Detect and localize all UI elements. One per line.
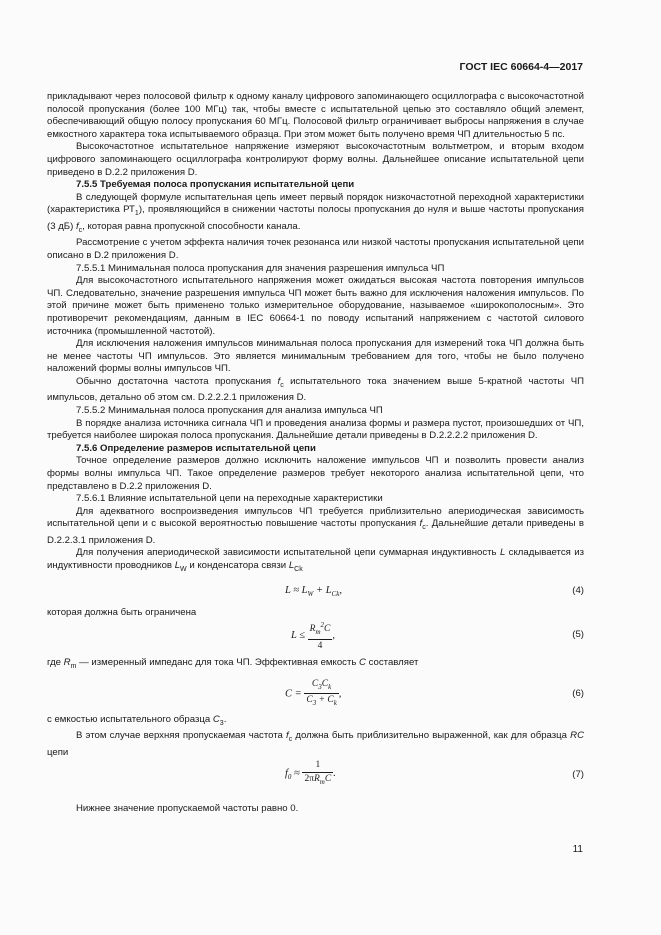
paragraph: Для получения апериодической зависимости испытательной цепи суммарная индуктивность L складывается из индуктивности проводников $L_W$ и конденсатора связи $L_{Ck}$ xyxy=(47,547,584,573)
paragraph: Для исключения наложения импульсов минимальная полоса пропускания для измерений тока ЧП должна быть не менее частоты ЧП импульсов. Это является минимальным требованием для того, чтобы не было получено наложений формы волны импульсов ЧП. xyxy=(47,338,584,375)
paragraph: В этом случае верхняя пропускаемая частота $f_c$ должна быть приблизительно выраженной, как для образца RC цепи xyxy=(47,730,584,758)
paragraph: Высокочастотное испытательное напряжение измеряют высокочастотным вольтметром, и вторым входом цифрового запоминающего осциллографа контролируют форму волны. Дальнейшее описание испытательной цепи приведено в D.2.2 приложения D. xyxy=(47,141,584,178)
subsection-heading-7-5-5-2: 7.5.5.2 Минимальная полоса пропускания для анализа импульса ЧП xyxy=(76,404,383,416)
section-heading-7-5-6: 7.5.6 Определение размеров испытательной цепи xyxy=(76,442,316,454)
paragraph: Обычно достаточна частота пропускания $f_c$ испытательного тока значением выше 5-кратной частоты ЧП импульсов, детально об этом см. D.2.2.2.1 приложения D. xyxy=(47,375,585,404)
equation-6: C = $\frac{C_3C_k}{C_3 + C_k}$ , (6) xyxy=(285,678,584,707)
paragraph: Для адекватного воспроизведения импульсов ЧП требуется приблизительно апериодическая зависимость испытательной цепи и с высокой вероятностью повышение частоты пропускания $f_c$. Дальнейшие детали приведены в D.2.2.3.1 приложения D. xyxy=(47,505,584,546)
section-heading-7-5-5: 7.5.5 Требуемая полоса пропускания испытательной цепи xyxy=(76,179,355,191)
equation-4: $L \approx L_W + L_{Ck}$, (4) xyxy=(285,584,584,598)
document-body xyxy=(47,91,584,816)
paragraph: прикладывают через полосовой фильтр к одному каналу цифрового запоминающего осциллографа с высокочастотной полосой пропускания (более 100 МГц) так, чтобы вместе с испытательной цепью это составляло общий элемент, обеспечивающий общую полосу пропускания 60 МГц. Полосовой фильтр ограничивает выбросы напряжения в случае емкостного характера тока испытываемого образца. При этом может быть получено время ЧП длительностью 5 пс. xyxy=(47,91,584,140)
paragraph: В порядке анализа источника сигнала ЧП и проведения анализа формы и размера пустот, произошедших от ЧП, требуется наиболее широкая полоса пропускания. Дальнейшие детали приведены в D.2.2.2.2 приложения D. xyxy=(47,417,584,442)
paragraph: В следующей формуле испытательная цепь имеет первый порядок низкочастотной переходной характеристики (характеристика $РТ_1$), проявляющийся в снижении частоты полосы пропускания до нуля и выше частоты пропускания (3 дБ) $f_c$, которая равна пропускной способности канала. xyxy=(47,191,584,234)
subsection-heading-7-5-5-1: 7.5.5.1 Минимальная полоса пропускания для значения разрешения импульса ЧП xyxy=(76,262,445,274)
subsection-heading-7-5-6-1: 7.5.6.1 Влияние испытательной цепи на переходные характеристики xyxy=(76,493,383,505)
equation-5: L ≤ $\frac{R_m^2C}{4}$ , (5) xyxy=(291,621,584,651)
paragraph: где $R_m$ — измеренный импеданс для тока ЧП. Эффективная емкость C составляет xyxy=(47,657,419,670)
page-number: 11 xyxy=(572,844,583,855)
paragraph: Точное определение размеров должно исключить наложение импульсов ЧП и позволить провести анализ формы волны импульса ЧП. Такое определение размеров требует некоторого анализа испытательной цепи, что представлено в D.2.2 приложения D. xyxy=(47,455,584,492)
document-header: ГОСТ IEC 60664-4—2017 xyxy=(459,61,583,73)
paragraph: Для высокочастотного испытательного напряжения может ожидаться высокая частота повторения импульсов ЧП. Следовательно, значение разрешения импульса ЧП может быть важно для исключения наложения импульсов. По этой причине может быть применено только измерительное оборудование, называемое «широкополосным». Это противоречит рекомендациям, данным в IEC 60664-1 по поводу испытаний напряжением с частотой силового источника (промышленной частотой). xyxy=(47,275,584,337)
paragraph: с емкостью испытательного образца $C_3$. xyxy=(47,713,227,727)
paragraph: которая должна быть ограничена xyxy=(47,606,197,618)
equation-7: $f_0$ ≈ $\frac{1}{2\pi R_mC}$ . (7) xyxy=(285,760,584,786)
paragraph: Нижнее значение пропускаемой частоты равно 0. xyxy=(76,803,299,815)
paragraph: Рассмотрение с учетом эффекта наличия точек резонанса или низкой частоты пропускания испытательной цепи описано в D.2 приложения D. xyxy=(47,237,584,261)
